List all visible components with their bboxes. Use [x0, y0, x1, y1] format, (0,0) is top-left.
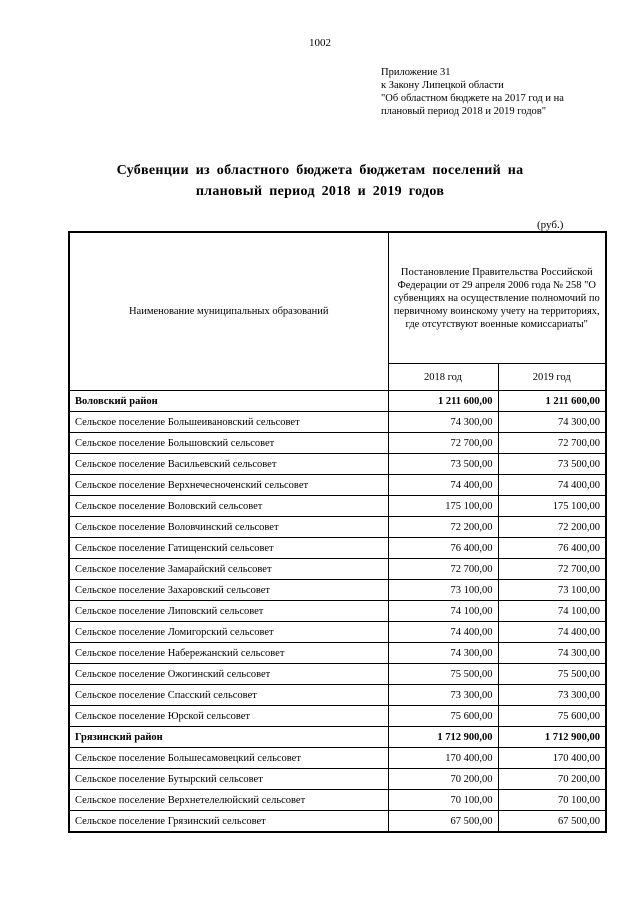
row-value-2018: 72 200,00 — [388, 517, 498, 538]
row-value-2018: 75 500,00 — [388, 664, 498, 685]
appendix-line: плановый период 2018 и 2019 годов" — [381, 106, 547, 117]
row-value-2018: 1 211 600,00 — [388, 391, 498, 412]
row-name-cell: Сельское поселение Воловчинский сельсовет — [69, 517, 388, 538]
subsidies-table — [68, 231, 607, 833]
row-value-2019: 75 600,00 — [498, 706, 606, 727]
table-row — [69, 643, 606, 664]
row-value-2019: 170 400,00 — [498, 748, 606, 769]
row-value-2018: 73 100,00 — [388, 580, 498, 601]
row-name-cell: Сельское поселение Верхнетелелюйский сельсовет — [69, 790, 388, 811]
row-value-2019: 76 400,00 — [498, 538, 606, 559]
table-row — [69, 811, 606, 833]
table-row — [69, 748, 606, 769]
table-row — [69, 790, 606, 811]
row-name-cell: Сельское поселение Воловский сельсовет — [69, 496, 388, 517]
table-row — [69, 412, 606, 433]
row-value-2019: 74 400,00 — [498, 475, 606, 496]
table-row — [69, 496, 606, 517]
row-value-2018: 74 300,00 — [388, 643, 498, 664]
row-name-cell: Сельское поселение Захаровский сельсовет — [69, 580, 388, 601]
table-row — [69, 706, 606, 727]
row-value-2019: 73 300,00 — [498, 685, 606, 706]
row-value-2018: 175 100,00 — [388, 496, 498, 517]
table-row — [69, 559, 606, 580]
table-row — [69, 685, 606, 706]
row-value-2019: 72 700,00 — [498, 559, 606, 580]
row-name-cell: Сельское поселение Васильевский сельсовет — [69, 454, 388, 475]
row-value-2019: 175 100,00 — [498, 496, 606, 517]
row-value-2019: 73 500,00 — [498, 454, 606, 475]
district-row — [69, 391, 606, 412]
row-value-2018: 73 300,00 — [388, 685, 498, 706]
document-title — [100, 160, 540, 202]
page-number: 1002 — [309, 37, 331, 49]
currency-unit: (руб.) — [537, 219, 564, 231]
row-value-2018: 72 700,00 — [388, 559, 498, 580]
row-name-cell: Воловский район — [69, 391, 388, 412]
row-name-cell: Сельское поселение Набережанский сельсовет — [69, 643, 388, 664]
header-name-column: Наименование муниципальных образований — [69, 232, 388, 391]
table-row — [69, 769, 606, 790]
table-body — [69, 391, 606, 833]
row-name-cell: Сельское поселение Ожогинский сельсовет — [69, 664, 388, 685]
appendix-line: Приложение 31 — [381, 67, 451, 78]
table-row — [69, 475, 606, 496]
row-value-2019: 70 200,00 — [498, 769, 606, 790]
title-line: Субвенции из областного бюджета бюджетам поселений на — [116, 163, 524, 178]
table-row — [69, 517, 606, 538]
row-value-2018: 70 100,00 — [388, 790, 498, 811]
row-name-cell: Сельское поселение Гатищенский сельсовет — [69, 538, 388, 559]
row-name-cell: Сельское поселение Большесамовецкий сельсовет — [69, 748, 388, 769]
appendix-line: к Закону Липецкой области — [381, 80, 504, 91]
row-value-2019: 73 100,00 — [498, 580, 606, 601]
row-value-2019: 75 500,00 — [498, 664, 606, 685]
row-name-cell: Сельское поселение Большовский сельсовет — [69, 433, 388, 454]
table-row — [69, 601, 606, 622]
row-value-2018: 73 500,00 — [388, 454, 498, 475]
table-row — [69, 433, 606, 454]
table-row — [69, 454, 606, 475]
row-value-2018: 170 400,00 — [388, 748, 498, 769]
row-name-cell: Сельское поселение Бутырский сельсовет — [69, 769, 388, 790]
appendix-note — [381, 66, 621, 118]
row-value-2019: 74 300,00 — [498, 412, 606, 433]
row-value-2019: 70 100,00 — [498, 790, 606, 811]
district-row — [69, 727, 606, 748]
row-value-2018: 72 700,00 — [388, 433, 498, 454]
row-value-2018: 74 400,00 — [388, 475, 498, 496]
header-year-2019: 2019 год — [498, 364, 606, 391]
row-value-2019: 1 211 600,00 — [498, 391, 606, 412]
row-name-cell: Сельское поселение Спасский сельсовет — [69, 685, 388, 706]
row-value-2019: 72 700,00 — [498, 433, 606, 454]
row-value-2018: 70 200,00 — [388, 769, 498, 790]
table-row — [69, 622, 606, 643]
appendix-line: "Об областном бюджете на 2017 год и на — [381, 93, 564, 104]
row-value-2018: 67 500,00 — [388, 811, 498, 833]
row-name-cell: Сельское поселение Верхнечесноченский сельсовет — [69, 475, 388, 496]
table-row — [69, 538, 606, 559]
header-decree: Постановление Правительства Российской Федерации от 29 апреля 2006 года № 258 "О субвенциях на осуществление полномочий по первичному воинскому учету на территориях, где отсутствуют военные комиссариаты" — [388, 232, 606, 364]
row-value-2019: 1 712 900,00 — [498, 727, 606, 748]
row-value-2018: 74 400,00 — [388, 622, 498, 643]
row-name-cell: Сельское поселение Ломигорский сельсовет — [69, 622, 388, 643]
header-year-2018: 2018 год — [388, 364, 498, 391]
row-value-2018: 74 100,00 — [388, 601, 498, 622]
table-row — [69, 664, 606, 685]
row-name-cell: Сельское поселение Грязинский сельсовет — [69, 811, 388, 833]
row-value-2019: 74 400,00 — [498, 622, 606, 643]
row-name-cell: Сельское поселение Юрской сельсовет — [69, 706, 388, 727]
row-name-cell: Сельское поселение Липовский сельсовет — [69, 601, 388, 622]
row-name-cell: Сельское поселение Замарайский сельсовет — [69, 559, 388, 580]
row-value-2018: 1 712 900,00 — [388, 727, 498, 748]
row-name-cell: Грязинский район — [69, 727, 388, 748]
row-value-2018: 76 400,00 — [388, 538, 498, 559]
row-name-cell: Сельское поселение Большеивановский сельсовет — [69, 412, 388, 433]
title-line: плановый период 2018 и 2019 годов — [195, 184, 445, 199]
row-value-2019: 74 100,00 — [498, 601, 606, 622]
row-value-2019: 67 500,00 — [498, 811, 606, 833]
table-row — [69, 580, 606, 601]
row-value-2019: 72 200,00 — [498, 517, 606, 538]
row-value-2018: 74 300,00 — [388, 412, 498, 433]
row-value-2018: 75 600,00 — [388, 706, 498, 727]
row-value-2019: 74 300,00 — [498, 643, 606, 664]
